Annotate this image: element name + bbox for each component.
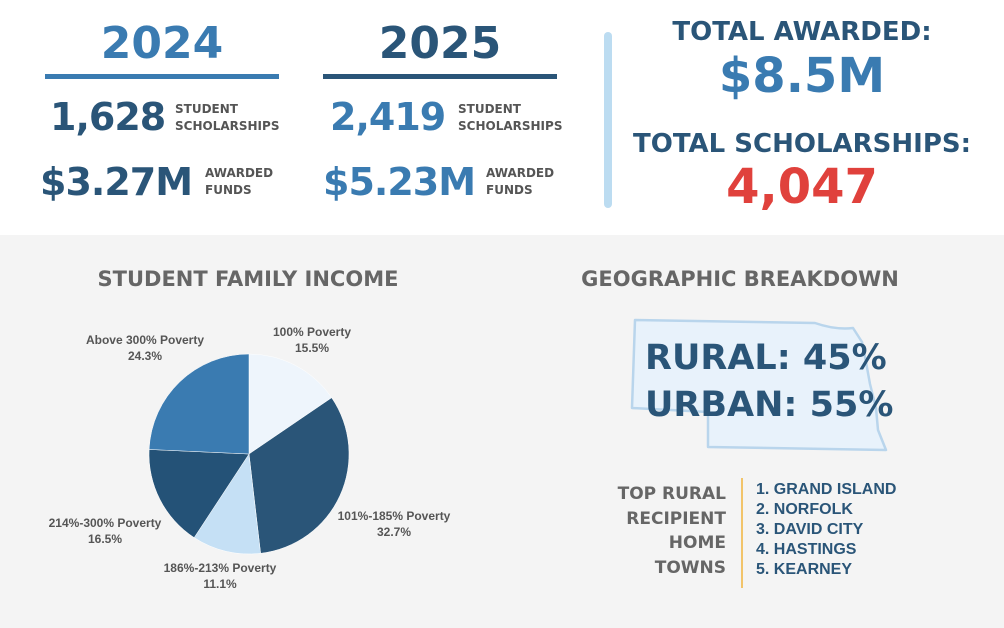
income-section-title: STUDENT FAMILY INCOME bbox=[97, 267, 399, 291]
geo-section-title: GEOGRAPHIC BREAKDOWN bbox=[581, 267, 899, 291]
funds-2024-value: $3.27M bbox=[40, 160, 193, 204]
pie-label-above-300-name: Above 300% Poverty bbox=[85, 333, 205, 347]
town-item: 4. HASTINGS bbox=[756, 541, 857, 558]
rural-percentage: RURAL: 45% bbox=[645, 338, 887, 378]
rural-title-line-2: RECIPIENT bbox=[626, 508, 726, 529]
top-rural-towns-title bbox=[590, 482, 726, 580]
total-scholarships-value: 4,047 bbox=[726, 159, 878, 215]
town-item: 2. NORFOLK bbox=[756, 501, 853, 518]
urban-percentage: URBAN: 55% bbox=[645, 385, 894, 425]
towns-divider bbox=[741, 478, 743, 588]
rural-title-line-1: TOP RURAL bbox=[617, 484, 726, 504]
pie-label-186-213-value: 11.1% bbox=[203, 577, 237, 591]
pie-label-186-213-name: 186%-213% Poverty bbox=[163, 561, 277, 575]
scholarships-2024-label: STUDENT SCHOLARSHIPS bbox=[175, 102, 280, 133]
year-2024-heading: 2024 bbox=[100, 18, 224, 69]
pie-label-100-name: 100% Poverty bbox=[272, 325, 352, 339]
town-item: 1. GRAND ISLAND bbox=[756, 481, 897, 498]
pie-label-101-185-value: 32.7% bbox=[376, 525, 412, 539]
scholarships-2025-label: STUDENT SCHOLARSHIPS bbox=[458, 102, 563, 133]
pie-label-214-300-value: 16.5% bbox=[87, 532, 123, 546]
pie-label-214-300-name: 214%-300% Poverty bbox=[48, 516, 162, 530]
pie-label-101-185-name: 101%-185% Poverty bbox=[337, 509, 451, 523]
pie-label-above-300-value: 24.3% bbox=[127, 349, 163, 363]
scholarships-2024-value: 1,628 bbox=[50, 95, 166, 139]
total-scholarships-label: TOTAL SCHOLARSHIPS: bbox=[632, 129, 971, 159]
rural-title-line-4: TOWNS bbox=[654, 557, 726, 578]
total-awarded-label: TOTAL AWARDED: bbox=[672, 17, 932, 47]
pie-label-100-value: 15.5% bbox=[294, 341, 330, 355]
scholarships-2025-value: 2,419 bbox=[330, 95, 446, 139]
year-2025-heading: 2025 bbox=[378, 18, 502, 69]
funds-2024-label: AWARDED FUNDS bbox=[205, 166, 274, 197]
town-item: 5. KEARNEY bbox=[756, 561, 853, 578]
rural-title-line-3: HOME bbox=[668, 533, 726, 553]
funds-2025-label: AWARDED FUNDS bbox=[486, 166, 555, 197]
total-awarded-value: $8.5M bbox=[718, 48, 886, 104]
town-item: 3. DAVID CITY bbox=[756, 521, 864, 538]
funds-2025-value: $5.23M bbox=[323, 160, 476, 204]
